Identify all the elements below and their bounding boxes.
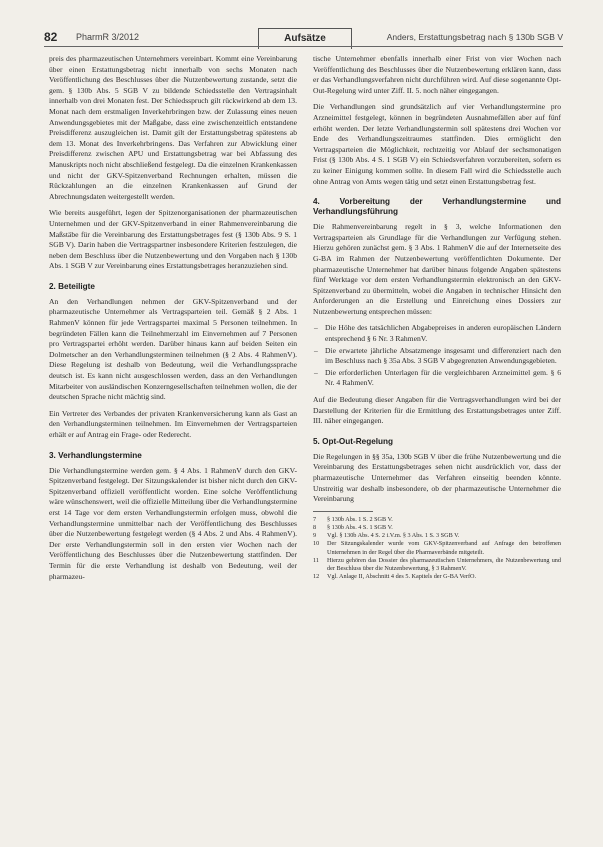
section-heading-opt-out: 5. Opt-Out-Regelung (313, 436, 394, 446)
section-label: Aufsätze (258, 28, 352, 49)
footnote-number: 9 (313, 532, 317, 540)
section-heading-verhandlungstermine: 3. Verhandlungstermine (49, 450, 142, 460)
footnote-rule (313, 511, 373, 512)
journal-citation: PharmR 3/2012 (76, 32, 140, 42)
footnote (313, 573, 561, 581)
footnote-number: 11 (313, 556, 319, 564)
footnote-number: 12 (313, 573, 320, 581)
paragraph: Wie bereits ausgeführt, legen der Spitzenorganisationen der pharmazeutischen Unternehmen und der GKV-Spitzenverband in einer Rahmenvereinbarung die Maßstäbe für die Vereinbarung des Erstattungsbetrages fest (§ 130b Abs. 9 S. 1 SGB V). Darin haben die Vertragspartner insbesondere Kriterien festzulegen, die neben dem Beschluss über die Nutzenbewertung und den Vorgaben nach § 130b Abs. 1 SGB V zur Vereinbarung eines Erstattungsbetrages heranzuziehen sind. (49, 208, 297, 271)
footnote-text: Vgl. Anlage II, Abschnitt 4 des 5. Kapitels der G-BA VerfO. (327, 573, 477, 581)
paragraph: Die Verhandlungstermine werden gem. § 4 Abs. 1 RahmenV durch den GKV-Spitzenverband festgelegt. Der Sitzungskalender ist bisher nicht durch den GKV-Spitzenverband offiziell veröffentlicht worden. Eine solche Veröffentlichung wäre wünschenswert, weil die offizielle Mitteilung über die Verhandlungstermine erst 14 Tage vor dem ersten Verhandlungstermin erfolgen muss, obwohl die Verhandlungstermine unmittelbar nach der Veröffentlichung des Beschlusses über die Nutzenbewertung festgelegt werden (§ 4 Abs. 2 und Abs. 4 RahmenV). Der erste Verhandlungstermin soll in den ersten vier Wochen nach der Veröffentlichung des Beschlusses über die Nutzenbewertung stattfinden. Der Termin für die erste Verhandlung ist deshalb von Bedeutung, weil der pharmazeu- (49, 465, 297, 581)
paragraph: Die Verhandlungen sind grundsätzlich auf vier Verhandlungstermine pro Arzneimittel festgelegt, können in begründeten Ausnahmefällen aber auf fünf erhöht werden. Der letzte Verhandlungstermin soll spätestens drei Wochen vor Ende des Verhandlungszeitraumes stattfinden. Dies ermöglicht den Vertragsparteien die Möglichkeit, rechtzeitig vor Ablauf der sechsmonatigen Frist (§ 130b Abs. 4 S. 1 SGB V) ein Schiedsverfahren vorzubereiten, sofern es zu keiner Einigung kommen sollte. In diesem Fall wird die Schiedsstelle auch ohne Antrag von Amts wegen tätig und setzt einen Erstattungsbetrag fest. (313, 102, 561, 186)
section-heading-vorbereitung: 4. Vorbereitung der Verhandlungstermine und Verhandlungsführung (313, 197, 561, 217)
list-item: – Die Höhe des tatsächlichen Abgabepreises in anderen europäischen Ländern entsprechend § 6 Nr. 3 RahmenV. (325, 323, 561, 344)
section-heading-beteiligte: 2. Beteiligte (49, 281, 95, 291)
footnote (313, 532, 561, 540)
header-rule (44, 46, 563, 47)
left-column (49, 54, 297, 588)
paragraph: preis des pharmazeutischen Unternehmers vereinbart. Kommt eine Vereinbarung über einen Erstattungsbetrag nicht innerhalb von sechs Monaten nach Veröffentlichung des Beschlusses über die Nutzenbewertung zustande, setzt die gem. § 130b Abs. 5 SGB V zu bildende Schiedsstelle den Vertragsinhalt innerhalb von drei Monaten fest. Der Schiedsspruch gilt rückwirkend ab dem 13. Monat nach dem erstmaligen Inverkehrbringen bzw. der Zulassung eines neuen Anwendungsgebietes mit der Maßgabe, dass eine zwischenzeitlich entstandene Preisdifferenz auszugleichen ist. Damit gilt der Erstattungsbetrag spätestens ab dem 13. Monat des Inverkehrbringens. Das Verfahren zur Abwicklung einer Preisdifferenz zwischen APU und Erstattungsbetrag war bei Abfassung des Manuskripts noch nicht abschließend festgelegt. Da die einzelnen Krankenkassen und nicht der GKV-Spitzenverband Rechnungen erhalten, müssen die Rückzahlungen an die einzelnen Krankenkassen auf Grund der Abrechnungsdaten weitergestellt werden. (49, 54, 297, 201)
footnote (313, 516, 561, 524)
page-header (44, 30, 563, 52)
paragraph: Ein Vertreter des Verbandes der privaten Krankenversicherung kann als Gast an den Verhandlungsterminen teilnehmen. Im Einvernehmen der Vertragsparteien erhält er auf Antrag ein Frage- oder Rederecht. (49, 408, 297, 439)
footnote-number: 7 (313, 515, 317, 523)
page-number: 82 (44, 30, 58, 44)
running-title: Anders, Erstattungsbetrag nach § 130b SGB V (386, 32, 563, 42)
paragraph: tische Unternehmer ebenfalls innerhalb einer Frist von vier Wochen nach Veröffentlichung des Beschlusses über die Nutzenbewertung erklären kann, dass er das Verhandlungsverfahren nicht durchführen wird. Auf diese sogenannte Opt-Out-Regelung wird unter Ziff. II. 5. noch näher eingegangen. (313, 54, 561, 95)
footnote-text: § 130b Abs. 4 S. 1 SGB V. (327, 523, 393, 531)
list-item: – Die erforderlichen Unterlagen für die vergleichbaren Arzneimittel gem. § 6 Nr. 4 RahmenV. (325, 368, 561, 389)
footnote-number: 8 (313, 523, 317, 531)
footnote (313, 557, 561, 573)
footnote-number: 10 (313, 540, 320, 548)
paragraph: Die Rahmenvereinbarung regelt in § 3, welche Informationen den Vertragsparteien als Grundlage für die Verhandlungen zur Verfügung stehen. Hierzu gehören zunächst gem. § 3 Abs. 1 RahmenV die auf der Internetseite des G-BA im Rahmen der Nutzenbewertung veröffentlichten Dokumente. Der pharmazeutische Unternehmer hat darüber hinaus folgende Angaben spätestens fünf Werktage vor dem ersten Verhandlungstermin elektronisch an den GKV-Spitzenverband zu übermitteln, wobei die Angaben in technischer Hinsicht den Anforderungen an die Erstellung und Einreichung eines Dossiers zur Nutzenbewertung entsprechen müssen: (313, 222, 561, 316)
paragraph: Die Regelungen in §§ 35a, 130b SGB V über die frühe Nutzenbewertung und die Vereinbarung des Erstattungsbetrages sehen nicht ausdrücklich vor, dass der pharmazeutische Unternehmer das Verfahren einseitig beenden könnte. Unstreitig war deshalb insbesondere, ob der pharmazeutische Unternehmer die Vereinbarung (313, 451, 561, 504)
paragraph: An den Verhandlungen nehmen der GKV-Spitzenverband und der pharmazeutische Unternehmer als Vertragsparteien teil. Gemäß § 2 Abs. 1 RahmenV können für jede Vertragspartei maximal 5 Personen teilnehmen. In begründeten Fällen kann die Teilnehmerzahl im Einvernehmen auf 7 Personen pro Vertragspartei erhöht werden. Darüber hinaus kann auf beiden Seiten ein Dolmetscher an den Verhandlungsterminen teilnehmen (§ 2 Abs. 4 RahmenV). Diese Regelung ist deshalb von Bedeutung, weil die Verhandlungssprache deutsch ist. Es kann nicht ausgeschlossen werden, dass an den Verhandlungen Mitarbeiter von ausländischen Konzerngesellschaften teilnehmen wollen, die der deutschen Sprache nicht mächtig sind. (49, 296, 297, 402)
footnote-text: Vgl. § 130b Abs. 4 S. 2 i.V.m. § 3 Abs. 1 S. 3 SGB V. (327, 532, 460, 540)
footnote-text: § 130b Abs. 1 S. 2 SGB V. (327, 515, 393, 523)
list-item: – Die erwartete jährliche Absatzmenge insgesamt und differenziert nach den im Beschluss nach § 35a Abs. 3 SGB V abgegrenzten Anwendungsgebieten. (325, 346, 561, 367)
requirements-list (313, 323, 561, 389)
footnote-text: Der Sitzungskalender wurde vom GKV-Spitzenverband auf Anfrage den betroffenen Unternehmen in der Regel über die Pharmaverbände mitgeteilt. (327, 540, 561, 556)
footnotes (313, 516, 561, 582)
paragraph: Auf die Bedeutung dieser Angaben für die Vertragsverhandlungen wird bei der Darstellung der Kriterien für die Ermittlung des Erstattungsbetrages unter Ziff. III. näher eingegangen. (313, 395, 561, 426)
footnote-text: Hierzu gehören das Dossier des pharmazeutischen Unternehmers, die Nutzenbewertung und der Beschluss über die Nutzenbewertung, § 3 RahmenV. (327, 556, 561, 572)
footnote (313, 524, 561, 532)
footnote (313, 540, 561, 556)
right-column (313, 54, 561, 581)
